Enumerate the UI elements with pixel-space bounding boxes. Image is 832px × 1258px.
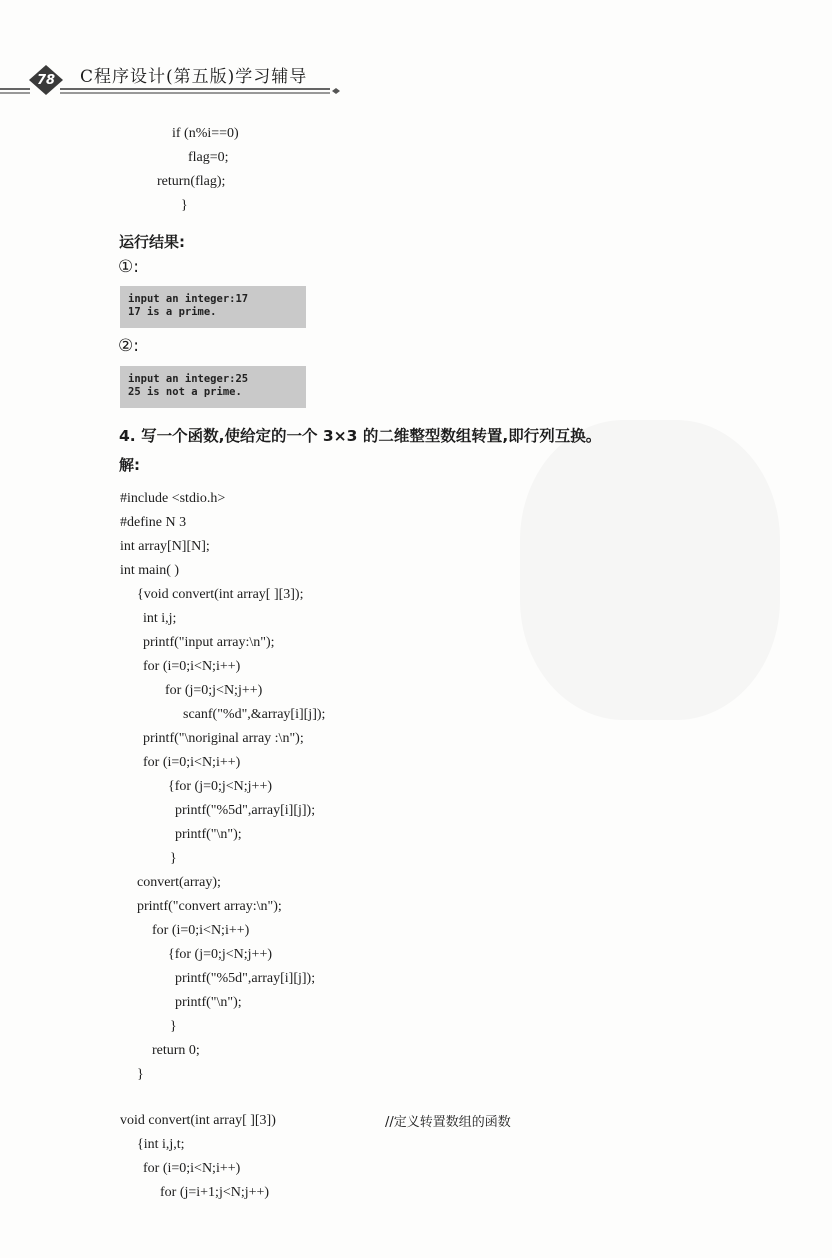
scan-smudge — [520, 420, 780, 720]
code-comment: //定义转置数组的函数 — [385, 1115, 511, 1130]
code-line: {for (j=0;j<N;j++) — [168, 947, 273, 962]
case-1-label: ①: — [118, 257, 139, 277]
book-title: C程序设计(第五版)学习辅导 — [80, 67, 308, 87]
code-line: printf("\n"); — [175, 995, 242, 1010]
code-line: for (j=i+1;j<N;j++) — [160, 1185, 270, 1200]
code-line: for (i=0;i<N;i++) — [152, 923, 250, 938]
code-line: {for (j=0;j<N;j++) — [168, 779, 273, 794]
code-line: for (j=0;j<N;j++) — [165, 683, 263, 698]
code-line: } — [181, 198, 188, 213]
page-number: 78 — [36, 72, 56, 88]
code-line: printf("convert array:\n"); — [137, 899, 282, 914]
question-number: 4. — [119, 427, 136, 445]
code-line: int i,j; — [143, 611, 177, 626]
console-line: input an integer:25 — [128, 373, 249, 385]
code-line: } — [170, 851, 177, 866]
solution-label: 解: — [119, 456, 140, 474]
code-line: printf("\noriginal array :\n"); — [143, 731, 304, 746]
page-header — [0, 50, 345, 102]
code-line: {void convert(int array[ ][3]); — [137, 587, 304, 602]
code-line: printf("input array:\n"); — [143, 635, 275, 650]
code-line: int array[N][N]; — [120, 539, 210, 554]
header-rule — [0, 86, 345, 98]
code-line: for (i=0;i<N;i++) — [143, 755, 241, 770]
code-line: printf("%5d",array[i][j]); — [175, 803, 316, 818]
code-line: } — [170, 1019, 177, 1034]
code-line: int main( ) — [120, 563, 180, 578]
code-line: scanf("%d",&array[i][j]); — [183, 707, 326, 722]
code-line: flag=0; — [188, 150, 229, 165]
console-line: input an integer:17 — [128, 293, 249, 305]
code-line: return(flag); — [157, 174, 226, 189]
code-line: return 0; — [152, 1043, 200, 1058]
console-output-2 — [120, 366, 306, 408]
run-results-title: 运行结果: — [119, 233, 185, 251]
console-output-1 — [120, 286, 306, 328]
question-4 — [119, 424, 601, 446]
code-line: } — [137, 1067, 144, 1082]
code-line: convert(array); — [137, 875, 221, 890]
code-line: for (i=0;i<N;i++) — [143, 659, 241, 674]
case-2-label: ②: — [118, 336, 139, 356]
console-line: 17 is a prime. — [128, 306, 217, 318]
code-line: #define N 3 — [120, 515, 187, 530]
console-line: 25 is not a prime. — [128, 386, 242, 398]
code-line: printf("%5d",array[i][j]); — [175, 971, 316, 986]
code-line: for (i=0;i<N;i++) — [143, 1161, 241, 1176]
code-line: #include <stdio.h> — [120, 491, 226, 506]
question-text: 写一个函数,使给定的一个 3×3 的二维整型数组转置,即行列互换。 — [141, 427, 602, 445]
code-line: {int i,j,t; — [137, 1137, 185, 1152]
code-line: if (n%i==0) — [172, 126, 239, 141]
code-line: printf("\n"); — [175, 827, 242, 842]
code-line: void convert(int array[ ][3]) — [120, 1113, 276, 1128]
